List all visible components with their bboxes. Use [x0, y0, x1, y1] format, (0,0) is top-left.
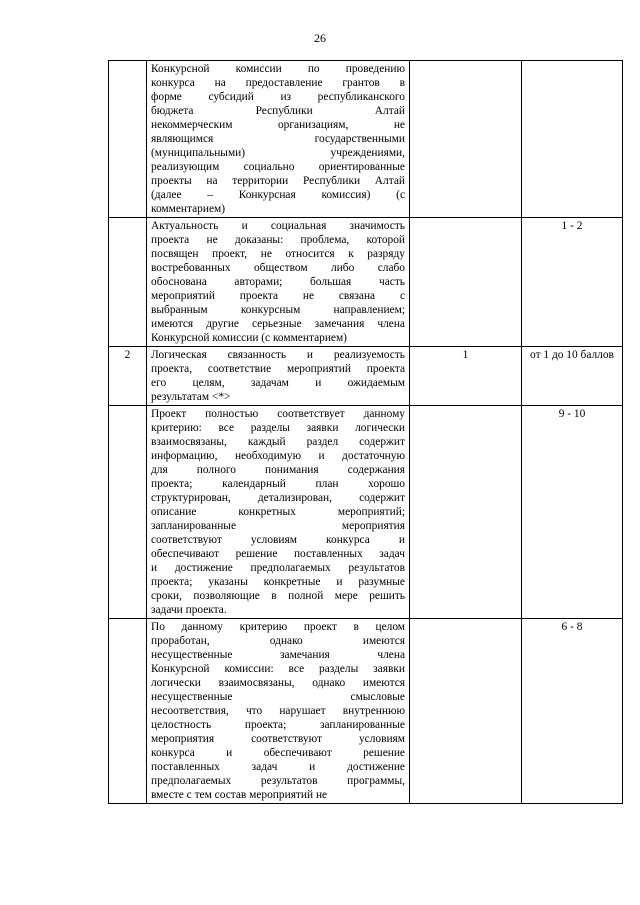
criterion-text-line: некоммерческим организациям, не — [151, 119, 405, 131]
criterion-text-line: реализующим социально ориентированные — [151, 161, 405, 173]
score-cell: 6 - 8 — [522, 619, 623, 804]
criterion-text-line: посвящен проект, не относится к разряду — [151, 248, 405, 260]
criterion-text-line: критерию: все разделы заявки логически — [151, 422, 405, 434]
criterion-text-line: имеются другие серьезные замечания члена — [151, 318, 405, 330]
criterion-text-line: для полного понимания содержания — [151, 464, 405, 476]
weight-cell: 1 — [410, 347, 522, 406]
table-row — [109, 406, 623, 619]
weight-cell — [410, 61, 522, 218]
criterion-text-line: востребованных обществом либо слабо — [151, 262, 405, 274]
criterion-text-cell — [147, 61, 410, 218]
criterion-text-line: обеспечивают решение поставленных задач — [151, 548, 405, 560]
criterion-text-line: предполагаемых результатов программы, — [151, 775, 405, 787]
row-number-cell — [109, 61, 147, 218]
criterion-text-line: несоответствия, что нарушает внутреннюю — [151, 705, 405, 717]
criterion-text-line: запланированные мероприятия — [151, 520, 405, 532]
criterion-text-line: проекта; указаны конкретные и разумные — [151, 576, 405, 588]
criterion-text-line: целостность проекта; запланированные — [151, 719, 405, 731]
criterion-text-line: конкурса и обеспечивают решение — [151, 747, 405, 759]
criterion-text-line: Актуальность и социальная значимость — [151, 220, 405, 232]
weight-cell — [410, 218, 522, 347]
criterion-text-line: информацию, необходимую и достаточную — [151, 450, 405, 462]
criterion-text-line: проработан, однако имеются — [151, 635, 405, 647]
criterion-text-line: вместе с тем состав мероприятий не — [151, 789, 328, 801]
criterion-text-cell — [147, 406, 410, 619]
weight-cell — [410, 619, 522, 804]
criterion-text-line: форме субсидий из республиканского — [151, 91, 405, 103]
criterion-text-line: мероприятия соответствуют условиям — [151, 733, 405, 745]
criterion-text-line: По данному критерию проект в целом — [151, 621, 405, 633]
criterion-text-line: Конкурсной комиссии по проведению — [151, 63, 405, 75]
criterion-text-line: конкурса на предоставление грантов в — [151, 77, 405, 89]
criterion-text-line: (далее – Конкурсная комиссия) (с — [151, 189, 405, 201]
criterion-text-line: проекта, соответствие мероприятий проекта — [151, 363, 405, 375]
criterion-text-line: выбранным конкурсным направлением; — [151, 304, 405, 316]
criterion-text-line: несущественные замечания члена — [151, 649, 405, 661]
score-cell — [522, 61, 623, 218]
criterion-text-line: мероприятий проекта не связана с — [151, 290, 405, 302]
criterion-text-line: Конкурсной комиссии (с комментарием) — [151, 332, 347, 344]
row-number-cell — [109, 619, 147, 804]
criterion-text-cell — [147, 347, 410, 406]
criterion-text-line: Логическая связанность и реализуемость — [151, 349, 405, 361]
criterion-text-line: обоснована авторами; большая часть — [151, 276, 405, 288]
row-number-cell — [109, 218, 147, 347]
criterion-text-line: структурирован, детализирован, содержит — [151, 492, 405, 504]
criterion-text-line: проекты на территории Республики Алтай — [151, 175, 405, 187]
criterion-text-line: Проект полностью соответствует данному — [151, 408, 405, 420]
criterion-text-line: проекта; календарный план хорошо — [151, 478, 405, 490]
criterion-text-line: несущественные смысловые — [151, 691, 405, 703]
table-row — [109, 218, 623, 347]
row-number-cell: 2 — [109, 347, 147, 406]
criterion-text-cell — [147, 218, 410, 347]
criteria-table — [108, 60, 623, 804]
criterion-text-line: бюджета Республики Алтай — [151, 105, 405, 117]
criterion-text-line: и достижение предполагаемых результатов — [151, 562, 405, 574]
criterion-text-line: комментарием) — [151, 203, 226, 215]
criterion-text-line: сроки, позволяющие в полной мере решить — [151, 590, 405, 602]
table-row — [109, 619, 623, 804]
criterion-text-line: Конкурсной комиссии: все разделы заявки — [151, 663, 405, 675]
page-number: 26 — [314, 31, 326, 45]
criterion-text-line: результатам <*> — [151, 391, 231, 403]
criterion-text-line: (муниципальными) учреждениями, — [151, 147, 405, 159]
criterion-text-line: соответствуют условиям конкурса и — [151, 534, 405, 546]
criterion-text-line: его целям, задачам и ожидаемым — [151, 377, 405, 389]
table-row — [109, 61, 623, 218]
criterion-text-line: задачи проекта. — [151, 604, 227, 616]
score-cell: 9 - 10 — [522, 406, 623, 619]
criterion-text-line: проекта не доказаны: проблема, которой — [151, 234, 405, 246]
criterion-text-line: взаимосвязаны, каждый раздел содержит — [151, 436, 405, 448]
criterion-text-line: являющимся государственными — [151, 133, 405, 145]
criterion-text-line: логически взаимосвязаны, однако имеются — [151, 677, 405, 689]
score-cell: от 1 до 10 баллов — [522, 347, 623, 406]
table-row — [109, 347, 623, 406]
criteria-table-body — [109, 61, 623, 804]
score-cell: 1 - 2 — [522, 218, 623, 347]
row-number-cell — [109, 406, 147, 619]
weight-cell — [410, 406, 522, 619]
criterion-text-line: описание конкретных мероприятий; — [151, 506, 405, 518]
criterion-text-line: поставленных задач и достижение — [151, 761, 405, 773]
criterion-text-cell — [147, 619, 410, 804]
